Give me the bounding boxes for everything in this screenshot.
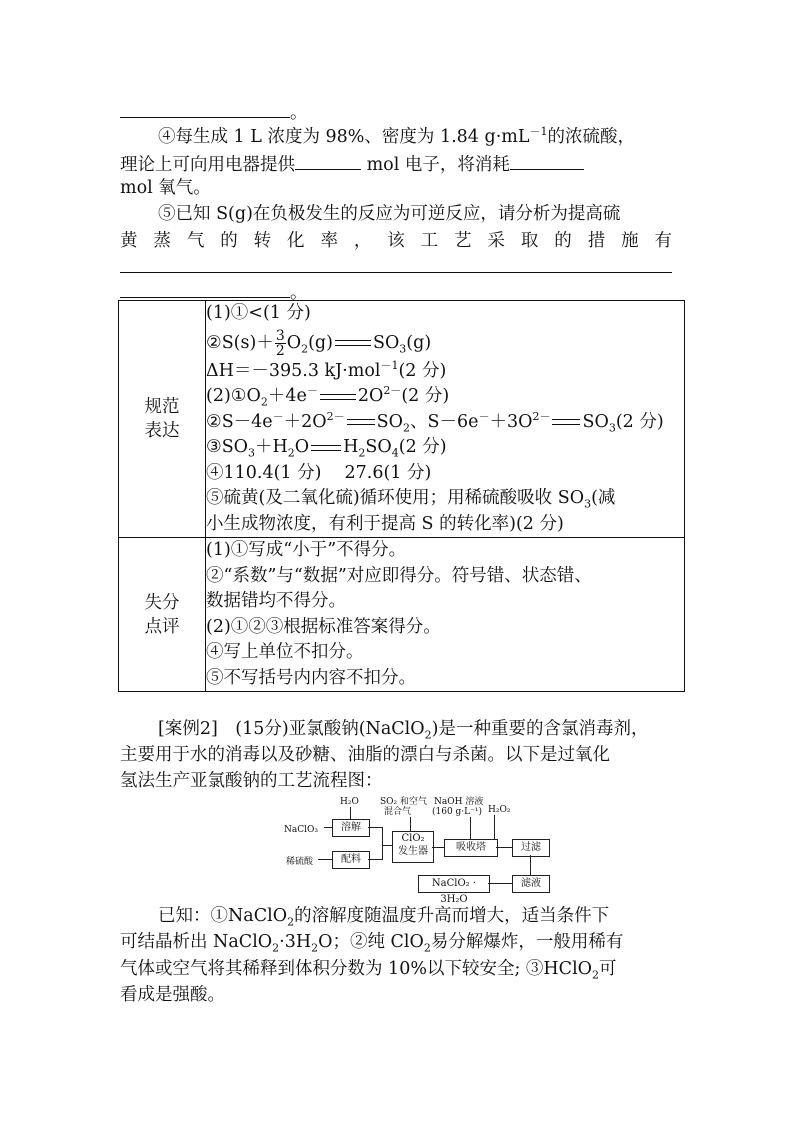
arrow-line	[496, 847, 512, 848]
fraction: $\frac{3}{2}$	[275, 327, 285, 359]
punct: 。	[290, 103, 308, 123]
answer-blank-line: 。	[120, 279, 308, 305]
blank	[120, 279, 290, 298]
equals-sign	[347, 419, 375, 425]
row-label: 失分 点评	[119, 538, 206, 692]
standard-answer: (1)①<(1 分) ②S(s)＋ $\frac{3}{2}$ $O_2(g)$ $SO_3(g)$ ΔH＝－395.3 kJ·mol$^{-1}$(2 分) $(2)①O_2+4e^-$ $2O^{2-}(2$ 分) $②S-4e^-+2O^{2-}$ $SO_2$、$S-6e^-+3O^{2-}$ $SO_3(2$ 分) $③SO_3+H_2O$ $H_2SO_4(2$ 分) ④110.4(1 分) 27.6(1 分) ⑤硫黄(及二氧化硫)循环使用；用稀硫酸吸收 $SO_3$(减 小生成物浓度，有利于提高 S 的转化率)(2 分)	[206, 301, 685, 538]
known-line1: 已知：①NaClO$_2$的溶解度随温度升高而增大，适当条件下	[158, 906, 610, 929]
arrow-line	[410, 817, 411, 831]
blank	[120, 254, 672, 273]
arrow-line	[350, 807, 351, 819]
label-naclo3: NaClO₃	[284, 825, 318, 835]
table-row	[119, 301, 685, 538]
arrow-line	[324, 827, 332, 828]
label-naoh: NaOH 溶液	[434, 797, 484, 807]
equals-sign	[311, 445, 341, 451]
equals-sign	[552, 419, 580, 425]
equals-sign	[320, 394, 356, 400]
scoring-notes: (1)①写成“小于”不得分。 ②“系数”与“数据”对应即得分。符号错、状态错、 数据错均不得分。 (2)①②③根据标准答案得分。 ④写上单位不扣分。 ⑤不写括号内内容不扣分。	[206, 538, 685, 692]
question-4-line3: mol 氧气。	[120, 178, 211, 198]
label-h2o2: H₂O₂	[488, 805, 511, 815]
arrow-line	[382, 827, 383, 860]
process-flow-diagram	[284, 795, 554, 905]
answer-blank-line	[120, 254, 672, 280]
row-label: 规范 表达	[119, 301, 206, 538]
table-row	[119, 538, 685, 692]
question-5-line1: ⑤已知 S(g)在负极发生的反应为可逆反应，请分析为提高硫	[158, 204, 621, 224]
arrow-line	[530, 855, 531, 875]
known-line2: 可结晶析出 $NaClO_2\cdot 3H_2O$；②纯 ClO$_2$易分解爆炸，一般用稀有	[120, 932, 624, 955]
label-so2-air: SO₂ 和空气	[380, 797, 428, 807]
arrow-line	[382, 845, 392, 846]
answer-blank-line	[120, 99, 308, 125]
blank	[295, 151, 361, 170]
case2-line1: [案例2] (15分)亚氯酸钠(NaClO$_2$)是一种重要的含氯消毒剂，	[158, 719, 649, 742]
question-4-line1: ④每生成 1 L 浓度为 98%、密度为 1.84 $g\cdot mL^{-1}$的浓硫酸，	[158, 125, 635, 147]
case2-line2: 主要用于水的消毒以及砂糖、油脂的漂白与杀菌。以下是过氧化	[120, 745, 610, 765]
label-mixed-gas: 混合气	[384, 807, 412, 817]
arrow-line	[368, 827, 382, 828]
dissolve-box: 溶解	[332, 819, 370, 837]
arrow-line	[494, 815, 495, 839]
label-h2o: H₂O	[340, 797, 359, 807]
clo2-generator-box: ClO₂ 发生器	[392, 831, 434, 863]
arrow-line	[488, 883, 512, 884]
arrow-line	[432, 847, 444, 848]
product-box: NaClO₂ · 3H₂O	[418, 875, 490, 893]
case2-line3: 氢法生产亚氯酸钠的工艺流程图：	[120, 771, 383, 791]
known-line3: 气体或空气将其稀释到体积分数为 10%以下较安全; ③HClO$_2$可	[120, 959, 617, 982]
label-dilute-acid: 稀硫酸	[286, 857, 314, 867]
answer-table	[118, 300, 685, 692]
question-5-line2: 黄 蒸 气 的 转 化 率 ， 该 工 艺 采 取 的 措 施 有	[120, 231, 672, 251]
blank	[120, 99, 290, 118]
label-naoh-conc: (160 g·L⁻¹)	[432, 807, 483, 817]
blank	[510, 151, 584, 170]
arrow-line	[318, 859, 332, 860]
absorber-box: 吸收塔	[444, 839, 498, 857]
known-line4: 看成是强酸。	[120, 985, 225, 1005]
batch-box: 配料	[332, 851, 370, 869]
equals-sign	[335, 340, 371, 346]
arrow-line	[368, 859, 382, 860]
filtrate-box: 滤液	[512, 875, 550, 893]
arrow-line	[470, 817, 471, 839]
filter-box: 过滤	[512, 839, 550, 857]
question-4-line2: 理论上可向用电器提供 mol 电子，将消耗	[120, 151, 584, 177]
